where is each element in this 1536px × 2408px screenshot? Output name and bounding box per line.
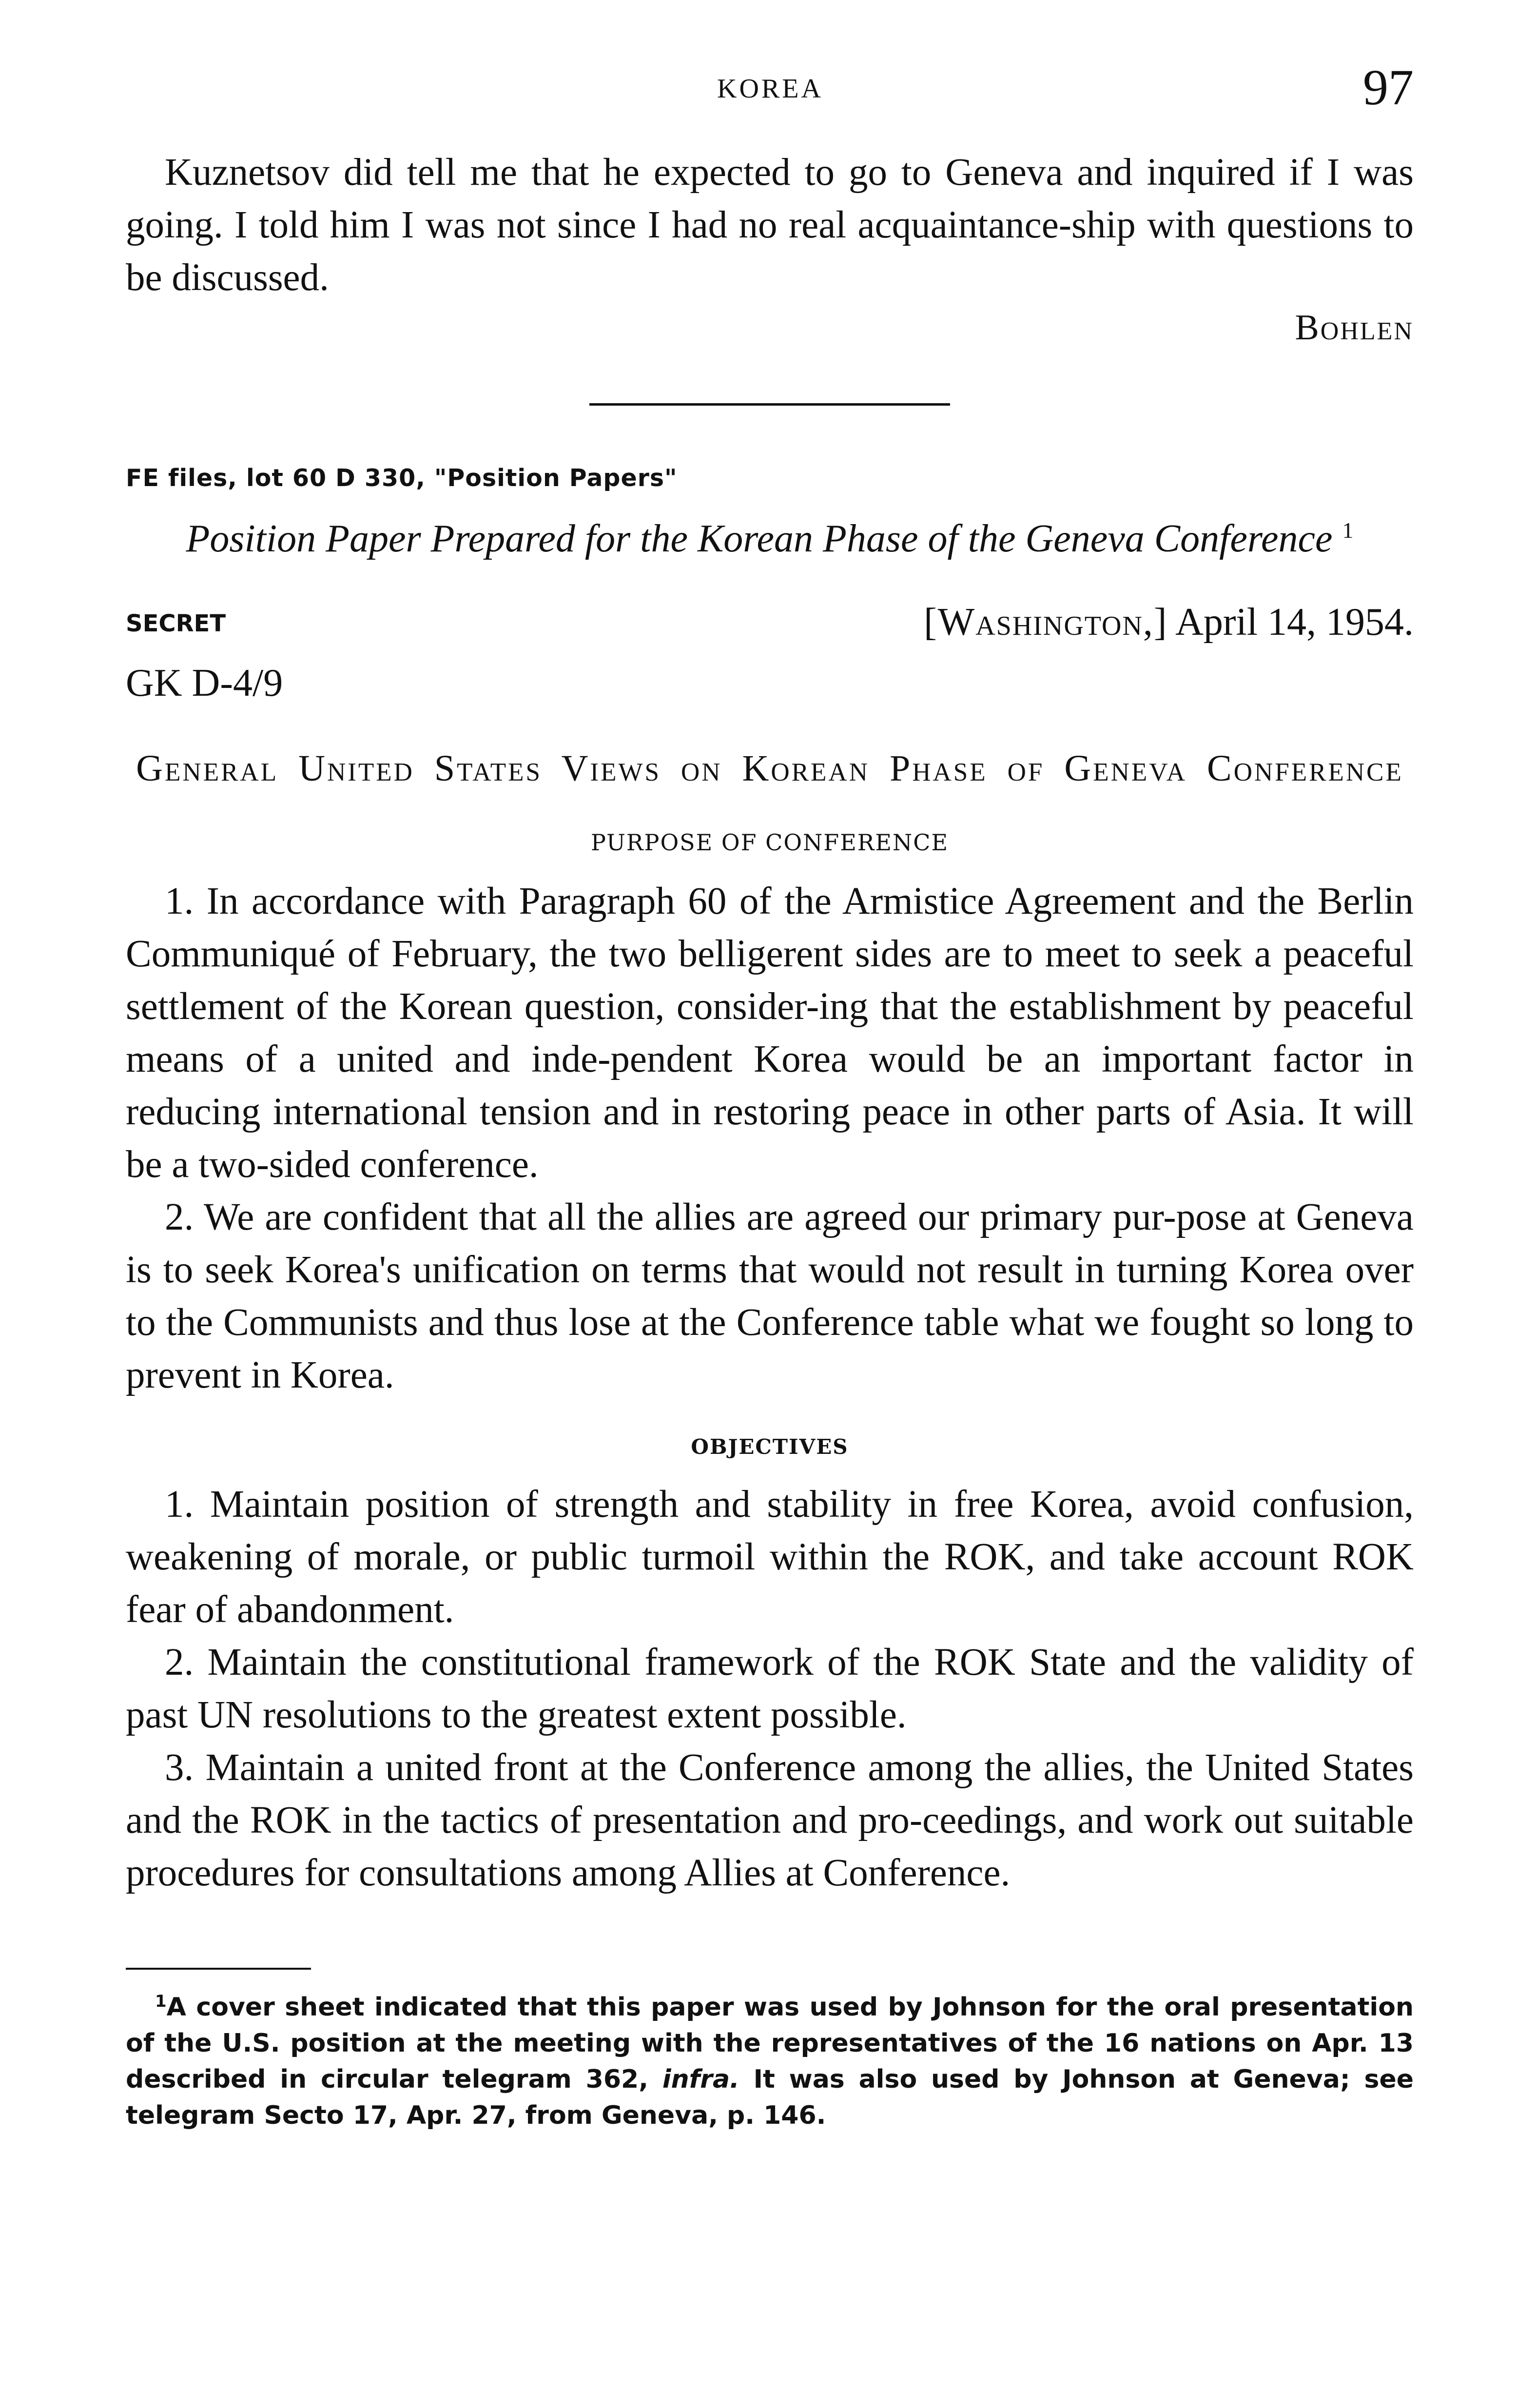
footnote-infra: infra.: [662, 2065, 739, 2094]
file-reference: GK D-4/9: [126, 662, 283, 705]
running-title: KOREA: [717, 74, 823, 104]
page-number: 97: [1363, 59, 1414, 116]
document-title-text: Position Paper Prepared for the Korean Phase of the Geneva Conference: [186, 517, 1333, 560]
purpose-paragraph: 1. In accordance with Paragraph 60 of the Armistice Agreement and the Berlin Communiqué of February, the two belligerent sides are to meet to seek a peaceful settlement of the Korean question, consider-ing that the establishment by peaceful means of a united and inde-pendent Korea would be an important factor in reducing international tension and in restoring peace in other parts of Asia. It will be a two-sided conference.: [126, 880, 1414, 1186]
section-divider: [589, 403, 950, 406]
page-body: [126, 146, 1414, 2134]
objective-paragraph: 3. Maintain a united front at the Conference among the allies, the United States and the ROK in the tactics of presentation and pro-ceedings, and work out suitable procedures for consultations among Allies at Conference.: [126, 1746, 1414, 1894]
purpose-heading: PURPOSE OF CONFERENCE: [590, 829, 949, 856]
objectives-heading: OBJECTIVES: [691, 1435, 849, 1459]
document-title: [126, 511, 1414, 566]
source-citation: FE files, lot 60 D 330, "Position Papers": [126, 464, 678, 492]
objective-paragraph: 1. Maintain position of strength and stability in free Korea, avoid confusion, weakening of morale, or public turmoil within the ROK, and take account ROK fear of abandonment.: [126, 1483, 1414, 1631]
objective-paragraph: 2. Maintain the constitutional framework of the ROK State and the validity of past UN resolutions to the greatest extent possible.: [126, 1641, 1414, 1736]
dateline-date: April 14, 1954.: [1175, 601, 1414, 644]
carryover-paragraph: Kuznetsov did tell me that he expected to go to Geneva and inquired if I was going. I told him I was not since I had no real acquaintance-ship with questions to be discussed.: [126, 151, 1414, 299]
running-head: [127, 59, 1414, 122]
dateline-place: [Washington,]: [924, 601, 1168, 644]
signature: Bohlen: [1295, 308, 1414, 348]
classification-label: SECRET: [126, 610, 226, 637]
footnote-divider: [126, 1968, 311, 1970]
document-heading: General United States Views on Korean Phase of Geneva Conference: [136, 748, 1403, 789]
title-footnote-marker: 1: [1342, 518, 1354, 543]
footnote-text: A cover sheet indicated that this paper was used by Johnson for the oral presentation of the U.S. position at the meeting with the representatives of the 16 nations on Apr. 13 described in circular telegram 362,: [126, 1993, 1414, 2094]
dateline: [924, 600, 1414, 645]
footnote-text-end: It was also used by Johnson at Geneva; see telegram Secto 17, Apr. 27, from Geneva, p. 146.: [126, 2065, 1414, 2130]
purpose-paragraph: 2. We are confident that all the allies are agreed our primary pur-pose at Geneva is to seek Korea's unification on terms that would not result in turning Korea over to the Communists and thus lose at the Conference table what we fought so long to prevent in Korea.: [126, 1196, 1414, 1396]
footnote-marker: 1: [155, 1992, 167, 2011]
footnote: [126, 1989, 1414, 2134]
document-meta-row: [126, 600, 1414, 659]
